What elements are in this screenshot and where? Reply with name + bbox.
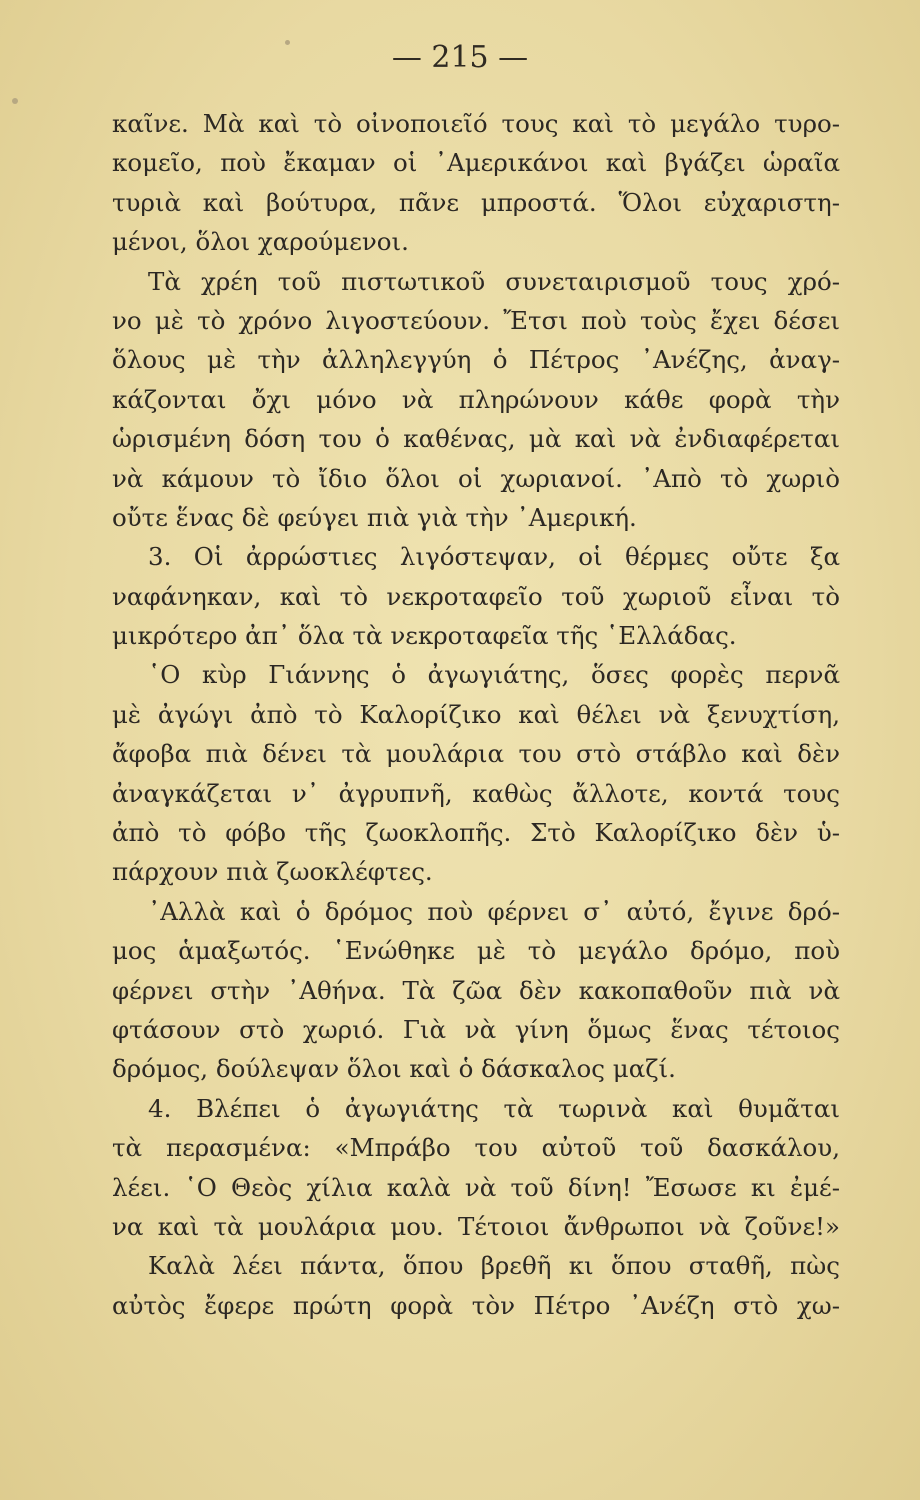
text-line: μένοι, ὅλοι χαρούμενοι. <box>112 227 409 257</box>
text-line: τὰ περασμένα: «Μπράβο του αὐτοῦ τοῦ δασκάλου, <box>112 1133 840 1163</box>
text-line: πάρχουν πιὰ ζωοκλέφτες. <box>112 857 433 887</box>
text-line: ἀναγκάζεται ν᾿ ἀγρυπνῆ, καθὼς ἄλλοτε, κοντά τους <box>112 778 840 808</box>
text-line: ῾Ο κὺρ Γιάννης ὁ ἀγωγιάτης, ὅσες φορὲς περνᾶ <box>148 660 840 690</box>
text-line: φτάσουν στὸ χωριό. Γιὰ νὰ γίνη ὅμως ἕνας τέτοιος <box>112 1014 840 1044</box>
text-line: 3. Οἱ ἀρρώστιες λιγόστεψαν, οἱ θέρμες οὔτε ξα <box>148 542 840 572</box>
page-number: — 215 — <box>391 40 529 75</box>
text-line: μος ἁμαξωτός. ῾Ενώθηκε μὲ τὸ μεγάλο δρόμο, ποὺ <box>112 936 840 966</box>
text-line: κάζονται ὄχι μόνο νὰ πληρώνουν κάθε φορὰ τὴν <box>112 384 840 414</box>
text-line: Καλὰ λέει πάντα, ὅπου βρεθῆ κι ὅπου σταθῆ, πὼς <box>148 1251 840 1281</box>
text-line: μὲ ἀγώγι ἀπὸ τὸ Καλορίζικο καὶ θέλει νὰ ξενυχτίση, <box>112 699 840 729</box>
text-line: ᾿Αλλὰ καὶ ὁ δρόμος ποὺ φέρνει σ᾿ αὐτό, ἔγινε δρό- <box>148 896 840 926</box>
text-line: φέρνει στὴν ᾿Αθήνα. Τὰ ζῶα δὲν κακοπαθοῦν πιὰ νὰ <box>112 975 840 1005</box>
text-line: νο μὲ τὸ χρόνο λιγοστεύουν. Ἔτσι ποὺ τοὺς ἔχει δέσει <box>112 305 840 335</box>
text-line: δρόμος, δούλεψαν ὅλοι καὶ ὁ δάσκαλος μαζί. <box>112 1054 676 1084</box>
text-line: ἄφοβα πιὰ δένει τὰ μουλάρια του στὸ στάβλο καὶ δὲν <box>112 739 840 769</box>
text-line: ναφάνηκαν, καὶ τὸ νεκροταφεῖο τοῦ χωριοῦ εἶναι τὸ <box>112 581 840 611</box>
text-line: ἀπὸ τὸ φόβο τῆς ζωοκλοπῆς. Στὸ Καλορίζικο δὲν ὑ- <box>112 818 840 848</box>
text-line: κομεῖο, ποὺ ἔκαμαν οἱ ᾿Αμερικάνοι καὶ βγάζει ὡραῖα <box>112 148 840 178</box>
text-line: νὰ κάμουν τὸ ἴδιο ὅλοι οἱ χωριανοί. ᾿Απὸ τὸ χωριὸ <box>112 463 840 493</box>
text-line: οὔτε ἕνας δὲ φεύγει πιὰ γιὰ τὴν ᾿Αμερική. <box>112 502 637 532</box>
body-text <box>112 104 840 1325</box>
text-line: τυριὰ καὶ βούτυρα, πᾶνε μπροστά. Ὅλοι εὐχαριστη- <box>112 187 840 217</box>
text-line: λέει. ῾Ο Θεὸς χίλια καλὰ νὰ τοῦ δίνη! Ἔσωσε κι ἐμέ- <box>112 1172 840 1202</box>
text-line: αὐτὸς ἔφερε πρώτη φορὰ τὸν Πέτρο ᾿Ανέζη στὸ χω- <box>112 1290 840 1320</box>
text-line: 4. Βλέπει ὁ ἀγωγιάτης τὰ τωρινὰ καὶ θυμᾶται <box>148 1093 840 1123</box>
text-line: καῖνε. Μὰ καὶ τὸ οἰνοποιεῖό τους καὶ τὸ μεγάλο τυρο- <box>112 109 840 138</box>
paper-speck <box>12 98 18 104</box>
text-line: ὡρισμένη δόση του ὁ καθένας, μὰ καὶ νὰ ἐνδιαφέρεται <box>112 424 840 454</box>
text-line: Τὰ χρέη τοῦ πιστωτικοῦ συνεταιρισμοῦ τους χρό- <box>148 266 840 296</box>
text-line: μικρότερο ἀπ᾿ ὅλα τὰ νεκροταφεῖα τῆς ῾Ελλάδας. <box>112 621 737 651</box>
text-line: ὅλους μὲ τὴν ἀλληλεγγύη ὁ Πέτρος ᾿Ανέζης, ἀναγ- <box>112 345 840 375</box>
text-line: να καὶ τὰ μουλάρια μου. Τέτοιοι ἄνθρωποι νὰ ζοῦνε!» <box>112 1211 840 1241</box>
